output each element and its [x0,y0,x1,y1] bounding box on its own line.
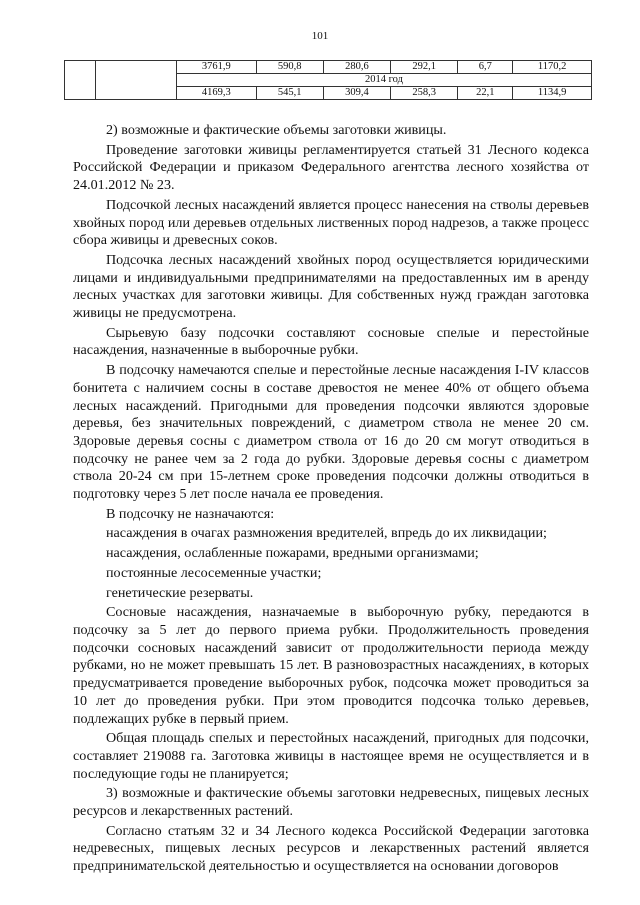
section-heading-nontimber: 3) возможные и фактические объемы заготовки недревесных, пищевых лесных ресурсов и лекарственных растений. [73,785,589,820]
table-cell: 22,1 [458,87,513,100]
table-cell-empty [96,61,177,100]
paragraph: Подсочкой лесных насаждений является процесс нанесения на стволы деревьев хвойных пород или деревьев отдельных лиственных пород надрезов, а также процесс сбора живицы и древесных соков. [73,196,589,249]
table-row [65,61,592,74]
table-cell: 258,3 [391,87,458,100]
page-number: 101 [311,30,329,42]
data-table [64,60,592,100]
paragraph: Подсочка лесных насаждений хвойных пород осуществляется юридическими лицами и индивидуальными предпринимателями на предоставленных им в аренду лесных участках для заготовки живицы. Для собственных нужд граждан заготовка живицы не предусмотрена. [73,251,589,322]
section-heading-resin: 2) возможные и фактические объемы заготовки живицы. [106,122,447,138]
table-cell: 590,8 [256,61,323,74]
table-cell: 3761,9 [177,61,257,74]
list-item: насаждения в очагах размножения вредителей, впредь до их ликвидации; [106,525,547,542]
table-cell: 292,1 [391,61,458,74]
list-item: насаждения, ослабленные пожарами, вредными организмами; [106,545,479,562]
table-cell: 1170,2 [513,61,592,74]
table-cell: 6,7 [458,61,513,74]
list-item: постоянные лесосеменные участки; [106,564,322,581]
paragraph: Общая площадь спелых и перестойных насаждений, пригодных для подсочки, составляет 219088 га. Заготовка живицы в настоящее время не осуществляется и в последующие годы не планируется; [73,730,589,782]
table-cell-empty [65,61,96,100]
table-cell: 1134,9 [513,87,592,100]
list-item: генетические резерваты. [106,584,254,601]
paragraph: Сырьевую базу подсочки составляют сосновые спелые и перестойные насаждения, назначенные в выборочные рубки. [73,324,589,359]
table-year-label: 2014 год [177,74,592,87]
table-cell: 4169,3 [177,87,257,100]
table-cell: 309,4 [323,87,390,100]
paragraph: В подсочку намечаются спелые и перестойные лесные насаждения I-IV классов бонитета с наличием сосны в составе древостоя не менее 40% от общего объема лесных насаждений. Пригодными для проведения подсочки являются здоровые деревья, без значительных повреждений, с диаметром ствола не менее 20 см. Здоровые деревья сосны с диаметром ствола от 16 до 20 см могут отводиться в подсочку не ранее чем за 2 года до рубки. Здоровые деревья сосны с диаметром ствола 20-24 см при 15-летнем сроке проведения подсочки должны отводиться в подготовку через 5 лет после начала ее проведения. [73,362,589,503]
paragraph: Сосновые насаждения, назначаемые в выборочную рубку, передаются в подсочку за 5 лет до первого приема рубки. Продолжительность проведения подсочки сосновых насаждений зависит от продолжительности периода между рубками, но не может превышать 15 лет. В разновозрастных насаждениях, в которых предусматривается проведение выборочных рубок, подсочка может проводиться за 10 лет до проведения рубки. При этом проводится подсочка только деревьев, подлежащих рубке в первый прием. [73,604,589,727]
document-body [73,122,589,878]
paragraph: Согласно статьям 32 и 34 Лесного кодекса Российской Федерации заготовка недревесных, пищевых лесных ресурсов и лекарственных растений является предпринимательской деятельностью и осуществляется на основании договоров [73,822,589,875]
table-cell: 545,1 [256,87,323,100]
paragraph: В подсочку не назначаются: [106,505,275,522]
paragraph: Проведение заготовки живицы регламентируется статьей 31 Лесного кодекса Российской Федерации и приказом Федерального агентства лесного хозяйства от 24.01.2012 № 23. [73,141,589,194]
table-cell: 280,6 [323,61,390,74]
